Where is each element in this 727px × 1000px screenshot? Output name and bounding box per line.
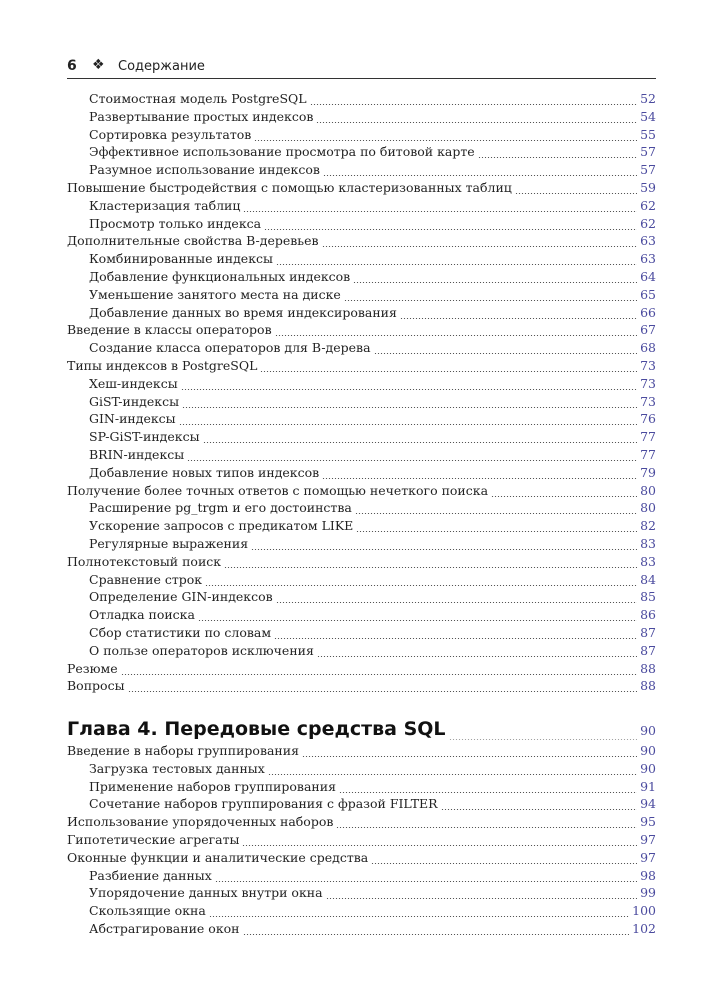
toc-entry-title: Разумное использование индексов <box>89 162 320 178</box>
dot-leader <box>515 193 637 194</box>
toc-entry-page: 102 <box>632 921 656 936</box>
toc-entry-title: Получение более точных ответов с помощью нечеткого поиска <box>67 482 489 498</box>
toc-entry-title: Сбор статистики по словам <box>89 625 272 640</box>
toc-entry-title: Сортировка результатов <box>89 126 252 142</box>
toc-entry-title: GiST-индексы <box>89 393 180 409</box>
dot-leader <box>275 335 637 336</box>
toc-entry-title: Введение в наборы группирования <box>67 743 299 758</box>
toc-entry[interactable] <box>67 144 656 162</box>
dot-leader <box>187 460 637 461</box>
toc-entry[interactable] <box>67 554 656 572</box>
dot-leader <box>243 934 630 935</box>
toc-entry-title: Использование упорядоченных наборов <box>67 814 334 830</box>
toc-entry-page: 64 <box>640 269 656 284</box>
toc-entry-page: 79 <box>640 464 656 480</box>
toc-entry-page: 73 <box>640 375 656 391</box>
toc-entry-title: SP-GiST-индексы <box>89 429 200 445</box>
toc-entry[interactable] <box>67 921 656 939</box>
toc-entry[interactable] <box>67 198 656 216</box>
toc-entry-page: 55 <box>640 126 656 142</box>
dot-leader <box>179 424 637 425</box>
page-header <box>67 56 656 79</box>
toc-entry-page: 73 <box>640 393 656 409</box>
toc-entry[interactable] <box>67 903 656 921</box>
dot-leader <box>224 567 637 568</box>
toc-entry[interactable] <box>67 572 656 590</box>
toc-entry-title: Эффективное использование просмотра по битовой карте <box>89 144 475 160</box>
toc-entry-page: 52 <box>640 91 656 106</box>
toc-entry-title: Хеш-индексы <box>89 375 178 391</box>
dot-leader <box>356 531 637 532</box>
toc-entry-page: 63 <box>640 233 656 249</box>
dot-leader <box>400 318 637 319</box>
dot-leader <box>215 881 637 882</box>
toc-entry-page: 62 <box>640 215 656 231</box>
toc-entry-title: Гипотетические агрегаты <box>67 832 240 847</box>
toc-entry[interactable] <box>67 796 656 814</box>
toc-entry-page: 65 <box>640 286 656 302</box>
toc-entry-title: Применение наборов группирования <box>89 778 336 794</box>
toc-entry-title: Просмотр только индекса <box>89 215 262 231</box>
toc-entry-page: 67 <box>640 322 656 338</box>
dot-leader <box>449 739 638 740</box>
diamond-icon: ❖ <box>92 57 105 73</box>
toc-entry[interactable] <box>67 376 656 394</box>
toc-entry-title: Типы индексов в PostgreSQL <box>67 358 258 373</box>
toc-entry[interactable] <box>67 483 656 501</box>
toc-entry[interactable] <box>67 127 656 145</box>
toc-entry[interactable] <box>67 358 656 376</box>
toc-entry[interactable] <box>67 761 656 779</box>
dot-leader <box>274 638 637 639</box>
toc-entry[interactable] <box>67 885 656 903</box>
dot-leader <box>242 845 637 846</box>
dot-leader <box>491 496 637 497</box>
toc-entry[interactable] <box>67 162 656 180</box>
toc-entry-page: 88 <box>640 660 656 676</box>
dot-leader <box>353 282 637 283</box>
toc-entry[interactable] <box>67 447 656 465</box>
toc-entry-title: Ускорение запросов с предикатом LIKE <box>89 518 354 534</box>
chapter-page: 90 <box>640 723 656 738</box>
toc-entry-page: 97 <box>640 832 656 847</box>
toc-entry[interactable] <box>67 91 656 109</box>
dot-leader <box>478 157 637 158</box>
toc-entry[interactable] <box>67 589 656 607</box>
toc-entry[interactable] <box>67 269 656 287</box>
toc-entry-title: Расширение pg_trgm и его достоинства <box>89 500 352 516</box>
toc-entry-title: Стоимостная модель PostgreSQL <box>89 91 307 106</box>
toc-entry[interactable] <box>67 814 656 832</box>
toc-entry-page: 94 <box>640 796 656 812</box>
toc-entry[interactable] <box>67 500 656 518</box>
toc-entry-title: Комбинированные индексы <box>89 251 273 267</box>
toc-entry-page: 91 <box>640 778 656 794</box>
toc-entry[interactable] <box>67 779 656 797</box>
dot-leader <box>198 620 637 621</box>
toc-entry[interactable] <box>67 411 656 429</box>
dot-leader <box>317 656 637 657</box>
toc-entry-title: Сочетание наборов группирования с фразой FILTER <box>89 796 438 812</box>
page-number: 6 <box>67 58 77 74</box>
dot-leader <box>205 585 637 586</box>
dot-leader <box>254 140 637 141</box>
toc-entry-title: Создание класса операторов для B-дерева <box>89 340 371 356</box>
toc-entry-title: Дополнительные свойства B-деревьев <box>67 233 319 249</box>
toc-entry[interactable] <box>67 536 656 554</box>
toc-entry-page: 98 <box>640 867 656 883</box>
toc-entry-page: 57 <box>640 144 656 160</box>
dot-leader <box>268 774 637 775</box>
dot-leader <box>182 407 637 408</box>
dot-leader <box>243 211 637 212</box>
toc-entry-page: 88 <box>640 678 656 694</box>
toc-entry-page: 87 <box>640 625 656 640</box>
dot-leader <box>374 353 638 354</box>
dot-leader <box>323 175 637 176</box>
toc-entry-page: 63 <box>640 251 656 267</box>
toc-entry-page: 76 <box>640 411 656 427</box>
toc-entry-title: Добавление новых типов индексов <box>89 464 320 480</box>
dot-leader <box>260 371 637 372</box>
toc-entry[interactable] <box>67 868 656 886</box>
toc-entry[interactable] <box>67 465 656 483</box>
dot-leader <box>344 300 637 301</box>
toc-entry-title: О пользе операторов исключения <box>89 642 314 658</box>
toc-entry-title: Полнотекстовый поиск <box>67 553 222 569</box>
toc-entry-title: Абстрагирование окон <box>89 921 240 936</box>
toc-entry[interactable] <box>67 340 656 358</box>
toc-entry-title: BRIN-индексы <box>89 447 185 462</box>
toc-entry-title: Регулярные выражения <box>89 536 249 551</box>
toc-entry[interactable] <box>67 180 656 198</box>
dot-leader <box>203 442 638 443</box>
toc-entry-title: Добавление функциональных индексов <box>89 269 351 284</box>
toc-entry-title: Кластеризация таблиц <box>89 197 241 213</box>
dot-leader <box>316 122 637 123</box>
dot-leader <box>322 246 638 247</box>
toc-entry[interactable] <box>67 743 656 761</box>
toc-entry-title: Введение в классы операторов <box>67 322 272 338</box>
dot-leader <box>336 827 637 828</box>
toc-entry-page: 80 <box>640 500 656 516</box>
toc-entry[interactable] <box>67 850 656 868</box>
dot-leader <box>128 691 638 692</box>
toc-entry[interactable] <box>67 305 656 323</box>
toc-entry-page: 59 <box>640 180 656 195</box>
dot-leader <box>326 898 638 899</box>
toc-entry-title: GIN-индексы <box>89 411 176 427</box>
toc-entry-title: Развертывание простых индексов <box>89 108 314 124</box>
toc-entry-page: 80 <box>640 482 656 498</box>
toc-entry-page: 54 <box>640 108 656 124</box>
toc-entry[interactable] <box>67 109 656 127</box>
dot-leader <box>371 863 637 864</box>
toc-entry[interactable] <box>67 394 656 412</box>
toc-entry-page: 83 <box>640 536 656 551</box>
dot-leader <box>339 792 637 793</box>
toc-entry[interactable] <box>67 233 656 251</box>
toc-entry[interactable] <box>67 251 656 269</box>
toc-entry-title: Вопросы <box>67 678 125 694</box>
toc-entry[interactable] <box>67 429 656 447</box>
toc-entry[interactable] <box>67 832 656 850</box>
toc-entry[interactable] <box>67 518 656 536</box>
toc-entry-page: 73 <box>640 358 656 373</box>
toc-entry-page: 100 <box>632 903 656 919</box>
toc-entry-page: 85 <box>640 589 656 605</box>
dot-leader <box>310 104 638 105</box>
toc-entry[interactable] <box>67 661 656 679</box>
toc-entry-page: 66 <box>640 304 656 320</box>
toc-entry[interactable] <box>67 322 656 340</box>
toc-entry-page: 57 <box>640 162 656 178</box>
toc-entry[interactable] <box>67 287 656 305</box>
toc-entry-title: Повышение быстродействия с помощью кластеризованных таблиц <box>67 180 512 195</box>
toc-entry-page: 77 <box>640 447 656 462</box>
toc-entry[interactable] <box>67 678 656 696</box>
dot-leader <box>322 478 637 479</box>
dot-leader <box>121 674 637 675</box>
toc-entry[interactable] <box>67 607 656 625</box>
chapter-heading[interactable] <box>67 718 656 746</box>
toc-entry-page: 68 <box>640 340 656 356</box>
toc-entry-title: Уменьшение занятого места на диске <box>89 286 341 302</box>
dot-leader <box>302 756 637 757</box>
toc-entry-title: Добавление данных во время индексирования <box>89 304 397 320</box>
toc-entry-page: 90 <box>640 760 656 776</box>
toc-entry[interactable] <box>67 216 656 234</box>
toc-entry-title: Упорядочение данных внутри окна <box>89 885 323 901</box>
toc-entry-title: Определение GIN-индексов <box>89 589 273 605</box>
toc-entry-page: 83 <box>640 553 656 569</box>
dot-leader <box>264 229 637 230</box>
dot-leader <box>355 513 637 514</box>
toc-entry-title: Скользящие окна <box>89 903 206 919</box>
dot-leader <box>441 809 638 810</box>
chapter-title: Глава 4. Передовые средства SQL <box>67 718 446 740</box>
toc-entry-title: Резюме <box>67 660 118 676</box>
toc-entry-page: 99 <box>640 885 656 901</box>
section-title: Содержание <box>118 59 205 74</box>
dot-leader <box>276 602 637 603</box>
toc-entry[interactable] <box>67 643 656 661</box>
dot-leader <box>276 264 637 265</box>
dot-leader <box>209 916 629 917</box>
toc-entry-page: 62 <box>640 197 656 213</box>
toc-entry-page: 86 <box>640 607 656 623</box>
toc-entry-title: Разбиение данных <box>89 867 212 883</box>
dot-leader <box>181 389 637 390</box>
toc-entry[interactable] <box>67 625 656 643</box>
toc-entry-title: Загрузка тестовых данных <box>89 760 265 776</box>
toc-entry-page: 95 <box>640 814 656 830</box>
dot-leader <box>251 549 637 550</box>
toc-entry-title: Отладка поиска <box>89 607 195 623</box>
toc-entry-page: 77 <box>640 429 656 445</box>
toc-entry-page: 87 <box>640 642 656 658</box>
toc-entry-page: 97 <box>640 849 656 865</box>
toc-entry-page: 84 <box>640 571 656 587</box>
toc-entry-page: 82 <box>640 518 656 534</box>
toc-entry-page: 90 <box>640 743 656 758</box>
toc-entry-title: Оконные функции и аналитические средства <box>67 849 369 865</box>
toc-entry-title: Сравнение строк <box>89 571 203 587</box>
